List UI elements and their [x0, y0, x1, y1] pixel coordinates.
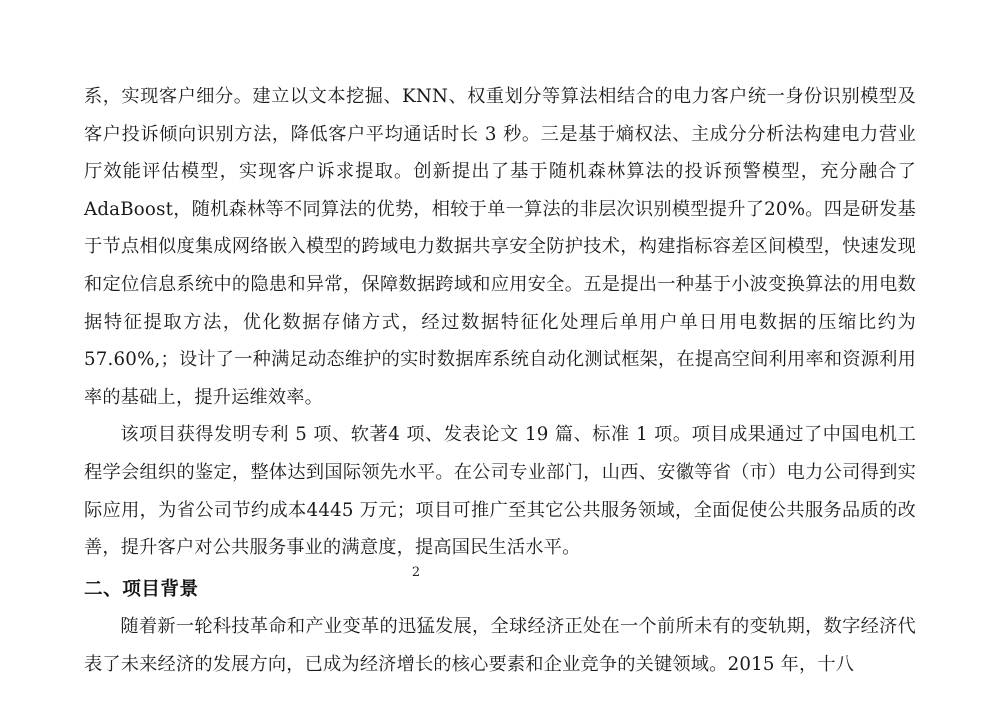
- body-paragraph-3: 随着新一轮科技革命和产业变革的迅猛发展，全球经济正处在一个前所未有的变轨期，数字经济代表了未来经济的发展方向，已成为经济增长的核心要素和企业竞争的关键领域。2015 年，十八: [84, 616, 916, 675]
- page-number: 2: [411, 565, 421, 580]
- section-heading: 二、项目背景: [84, 578, 199, 600]
- page-content-area: [84, 78, 916, 675]
- body-paragraph-2: 该项目获得发明专利 5 项、软著4 项、发表论文 19 篇、标准 1 项。项目成果通过了中国电机工程学会组织的鉴定，整体达到国际领先水平。在公司专业部门，山西、安徽等省（市）电力公司得到实际应用，为省公司节约成本4445 万元；项目可推广至其它公共服务领域，全面促使公共服务品质的改善，提升客户对公共服务事业的满意度，提高国民生活水平。: [84, 424, 916, 559]
- body-paragraph-1: 系，实现客户细分。建立以文本挖掘、KNN、权重划分等算法相结合的电力客户统一身份识别模型及客户投诉倾向识别方法，降低客户平均通话时长 3 秒。三是基于熵权法、主成分分析法构建电力营业厅效能评估模型，实现客户诉求提取。创新提出了基于随机森林算法的投诉预警模型，充分融合了AdaBoost，随机森林等不同算法的优势，相较于单一算法的非层次识别模型提升了20%。四是研发基于节点相似度集成网络嵌入模型的跨域电力数据共享安全防护技术，构建指标容差区间模型，快速发现和定位信息系统中的隐患和异常，保障数据跨域和应用安全。五是提出一种基于小波变换算法的用电数据特征提取方法，优化数据存储方式，经过数据特征化处理后单用户单日用电数据的压缩比约为 57.60%,；设计了一种满足动态维护的实时数据库系统自动化测试框架，在提高空间利用率和资源利用率的基础上，提升运维效率。: [84, 86, 916, 408]
